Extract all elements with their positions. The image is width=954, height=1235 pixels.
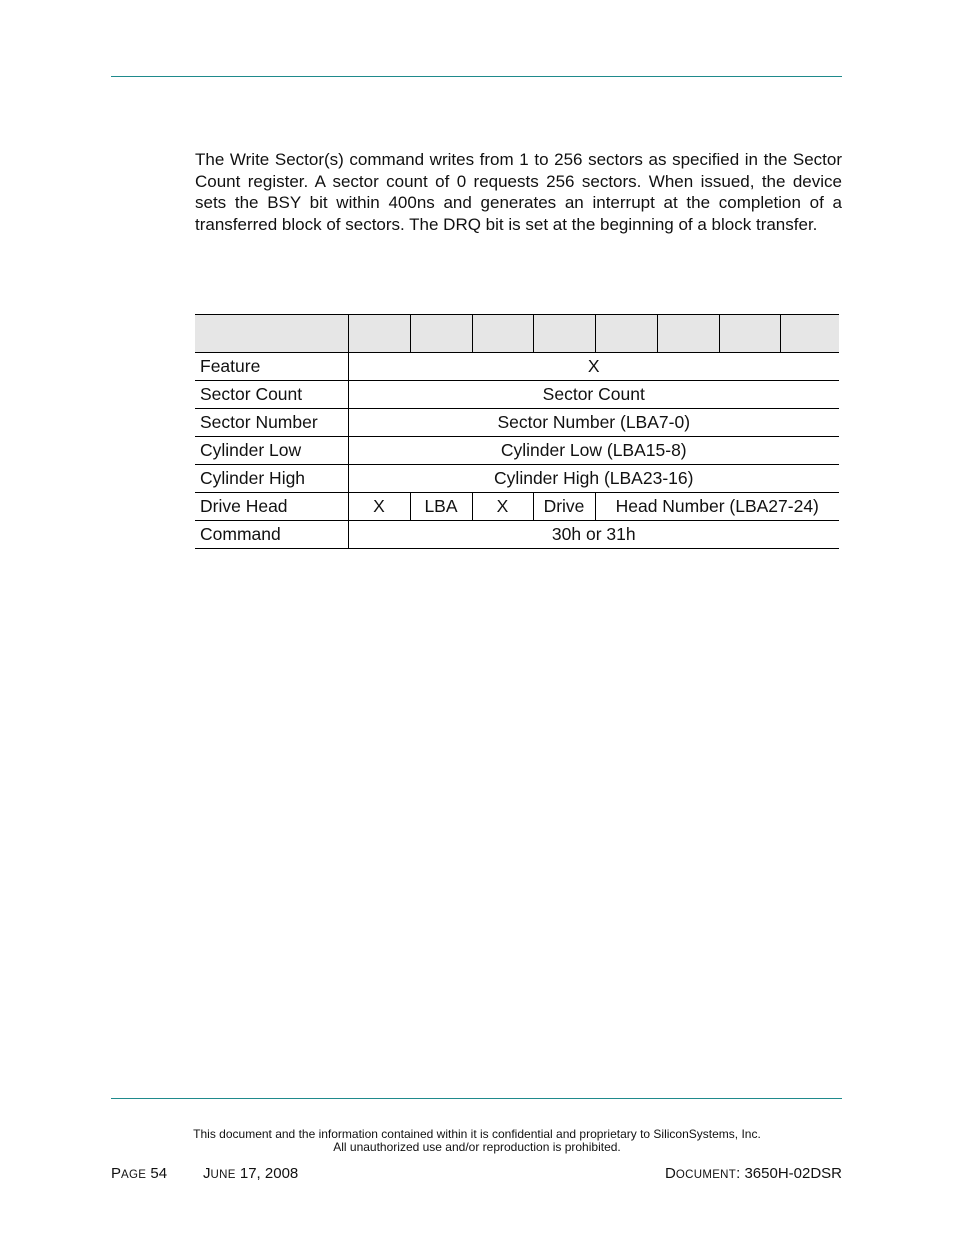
header-cell-register [195, 315, 348, 353]
table-row-sector-count [195, 381, 839, 409]
footer-rule [111, 1098, 842, 1099]
document-number: DOCUMENT: 3650H-02DSR [665, 1165, 842, 1182]
register-value: X [348, 353, 839, 381]
confidentiality-notice [0, 1128, 954, 1153]
table-row-cylinder-low [195, 437, 839, 465]
table-row-drive-head [195, 493, 839, 521]
bit-cell: X [348, 493, 410, 521]
head-number-cell: Head Number (LBA27-24) [595, 493, 839, 521]
register-label: Cylinder High [195, 465, 348, 493]
register-label: Sector Count [195, 381, 348, 409]
register-value: Sector Number (LBA7-0) [348, 409, 839, 437]
register-value: Cylinder High (LBA23-16) [348, 465, 839, 493]
table-row-cylinder-high [195, 465, 839, 493]
header-cell-bit [657, 315, 719, 353]
register-value: Sector Count [348, 381, 839, 409]
table-header-row [195, 315, 839, 353]
notice-line-2: All unauthorized use and/or reproduction is prohibited. [333, 1139, 621, 1154]
register-label: Feature [195, 353, 348, 381]
header-cell-bit [595, 315, 657, 353]
page-number: PAGE 54 [111, 1165, 168, 1182]
command-description: The Write Sector(s) command writes from 1 to 256 sectors as specified in the Sector Count register. A sector count of 0 requests 256 sectors. When issued, the device sets the BSY bit within 400ns and generates an interrupt at the completion of a transferred block of sectors. The DRQ bit is set at the beginning of a block transfer. [195, 150, 842, 234]
register-value: 30h or 31h [348, 521, 839, 549]
bit-cell: LBA [410, 493, 472, 521]
register-value: Cylinder Low (LBA15-8) [348, 437, 839, 465]
header-cell-bit [533, 315, 595, 353]
document-date: JUNE 17, 2008 [203, 1165, 299, 1182]
register-label: Command [195, 521, 348, 549]
header-cell-bit [719, 315, 780, 353]
header-cell-bit [472, 315, 533, 353]
register-table [195, 314, 839, 549]
table-row-command [195, 521, 839, 549]
header-rule [111, 76, 842, 77]
bit-cell: Drive [533, 493, 595, 521]
register-label: Cylinder Low [195, 437, 348, 465]
register-label: Sector Number [195, 409, 348, 437]
header-cell-bit [780, 315, 839, 353]
table-row-feature [195, 353, 839, 381]
header-cell-bit [410, 315, 472, 353]
register-label: Drive Head [195, 493, 348, 521]
notice-line-1: This document and the information contained within it is confidential and proprietary to SiliconSystems, Inc. [193, 1127, 761, 1141]
bit-cell: X [472, 493, 533, 521]
table-row-sector-number [195, 409, 839, 437]
header-cell-bit [348, 315, 410, 353]
